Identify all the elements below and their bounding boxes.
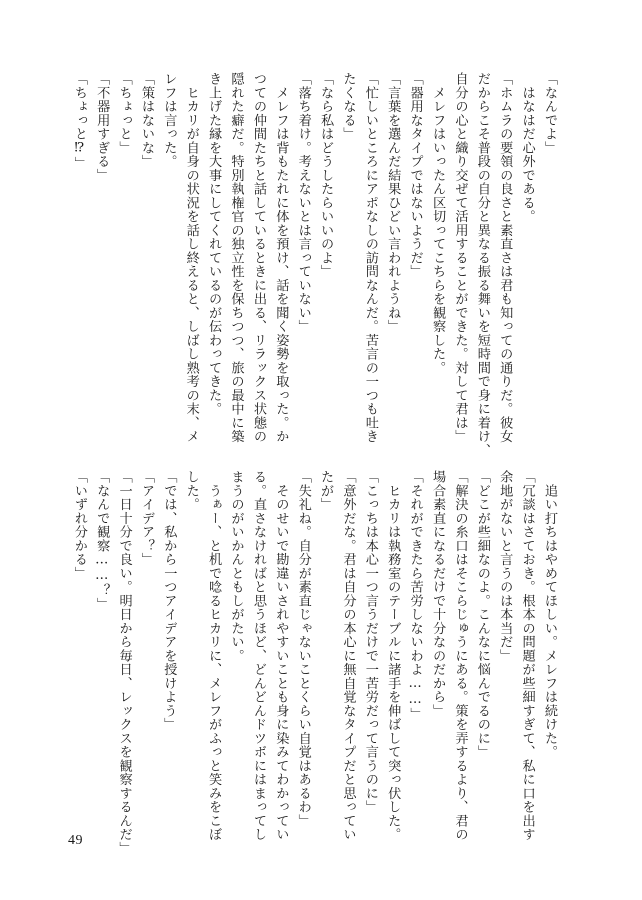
text-line: そのせいで勘違いされやすいことも身に染みてわかってい bbox=[273, 470, 289, 842]
text-line: 「こっちは本心一つ言うだけで一苦労だって言うのに」 bbox=[362, 470, 378, 814]
text-line: 「どこが些細なのよ。こんなに悩んでるのに」 bbox=[474, 470, 490, 759]
text-line: ヒカリが自身の状況を話し終えると、しばし熟考の末、メ bbox=[183, 72, 199, 444]
text-line: だからこそ普段の自分と異なる振る舞いを短時間で身に着け、 bbox=[474, 72, 490, 457]
text-line: レフは言った。 bbox=[161, 72, 177, 169]
text-line: 余地がないと言うのは本当だ」 bbox=[497, 470, 513, 663]
text-line: 「では、私から一つアイデアを授けよう」 bbox=[161, 470, 177, 732]
text-block-upper bbox=[56, 72, 556, 460]
text-block-lower bbox=[56, 470, 556, 865]
text-line: 「言葉を選んだ結果ひどい言われようね」 bbox=[385, 72, 401, 334]
page-number: 49 bbox=[68, 833, 83, 848]
text-line: き上げた縁を大事にしてくれているのが伝わってきた。 bbox=[206, 72, 222, 416]
text-line: 「失礼ね。自分が素直じゃないことくらい自覚はあるわ」 bbox=[295, 470, 311, 828]
text-line: 「冗談はさておき。根本の問題が些細すぎて、私に口を出す bbox=[519, 470, 535, 842]
text-line: メレフは背もたれに体を預け、話を聞く姿勢を取った。か bbox=[273, 72, 289, 444]
text-line: まうのがいかんともしがたい。 bbox=[228, 470, 244, 663]
text-line: はなはだ心外である。 bbox=[519, 72, 535, 224]
text-line: 「器用なタイプではないようだ」 bbox=[407, 72, 423, 279]
text-line: 場合素直になるだけで十分なのだから」 bbox=[430, 470, 446, 718]
text-line: 「ちょっと」 bbox=[116, 72, 132, 155]
text-line: 「ホムラの要領の良さと素直さは君も知っての通りだ。彼女 bbox=[497, 72, 513, 444]
text-line: 「それができたら苦労しないわよ……」 bbox=[407, 470, 423, 722]
text-line: 「ちょっと⁉」 bbox=[71, 72, 87, 171]
text-line: たが」 bbox=[318, 470, 334, 512]
text-line: 「なら私はどうしたらいいのよ」 bbox=[318, 72, 334, 279]
text-line: 「なんでよ」 bbox=[542, 72, 557, 155]
text-line: 「一日十分で良い。明日から毎日、レックスを観察するんだ」 bbox=[116, 470, 132, 855]
text-line: した。 bbox=[183, 470, 199, 512]
text-line: 自分の心と織り交ぜて活用することができた。対して君は」 bbox=[452, 72, 468, 444]
text-line: たくなる」 bbox=[340, 72, 356, 141]
text-line: 隠れた癖だ。特別執権官の独立性を保ちつつ、旅の最中に築 bbox=[228, 72, 244, 444]
text-line: 「いずれ分かる」 bbox=[71, 470, 87, 580]
text-line: 「忙しいところにアポなしの訪問なんだ。苦言の一つも吐き bbox=[362, 72, 378, 444]
text-line: つての仲間たちと話しているときに出る、リラックス状態の bbox=[250, 72, 266, 444]
text-line: 追い打ちはやめてほしい。メレフは続けた。 bbox=[542, 470, 557, 759]
text-line: メレフはいったん区切ってこちらを観察した。 bbox=[430, 72, 446, 375]
text-line: 「不器用すぎる」 bbox=[94, 72, 110, 182]
text-line: る。直さなければと思うほど、どんどんドツボにはまってし bbox=[250, 470, 266, 842]
text-line: 「意外だな。君は自分の本心に無自覚なタイプだと思ってい bbox=[340, 470, 356, 842]
text-line: 「落ち着け。考えないとは言っていない」 bbox=[295, 72, 311, 334]
text-line: ヒカリは執務室のテーブルに諸手を伸ばして突っ伏した。 bbox=[385, 470, 401, 842]
text-line: うぁー、と机で唸るヒカリに、メレフがふっと笑みをこぼ bbox=[206, 470, 222, 842]
text-line: 「策はないな」 bbox=[138, 72, 154, 169]
text-line: 「解決の糸口はそこらじゅうにある。策を弄するより、君の bbox=[452, 470, 468, 842]
text-line: 「アイデア？」 bbox=[138, 470, 154, 567]
text-line: 「なんで観察……？」 bbox=[94, 470, 110, 612]
